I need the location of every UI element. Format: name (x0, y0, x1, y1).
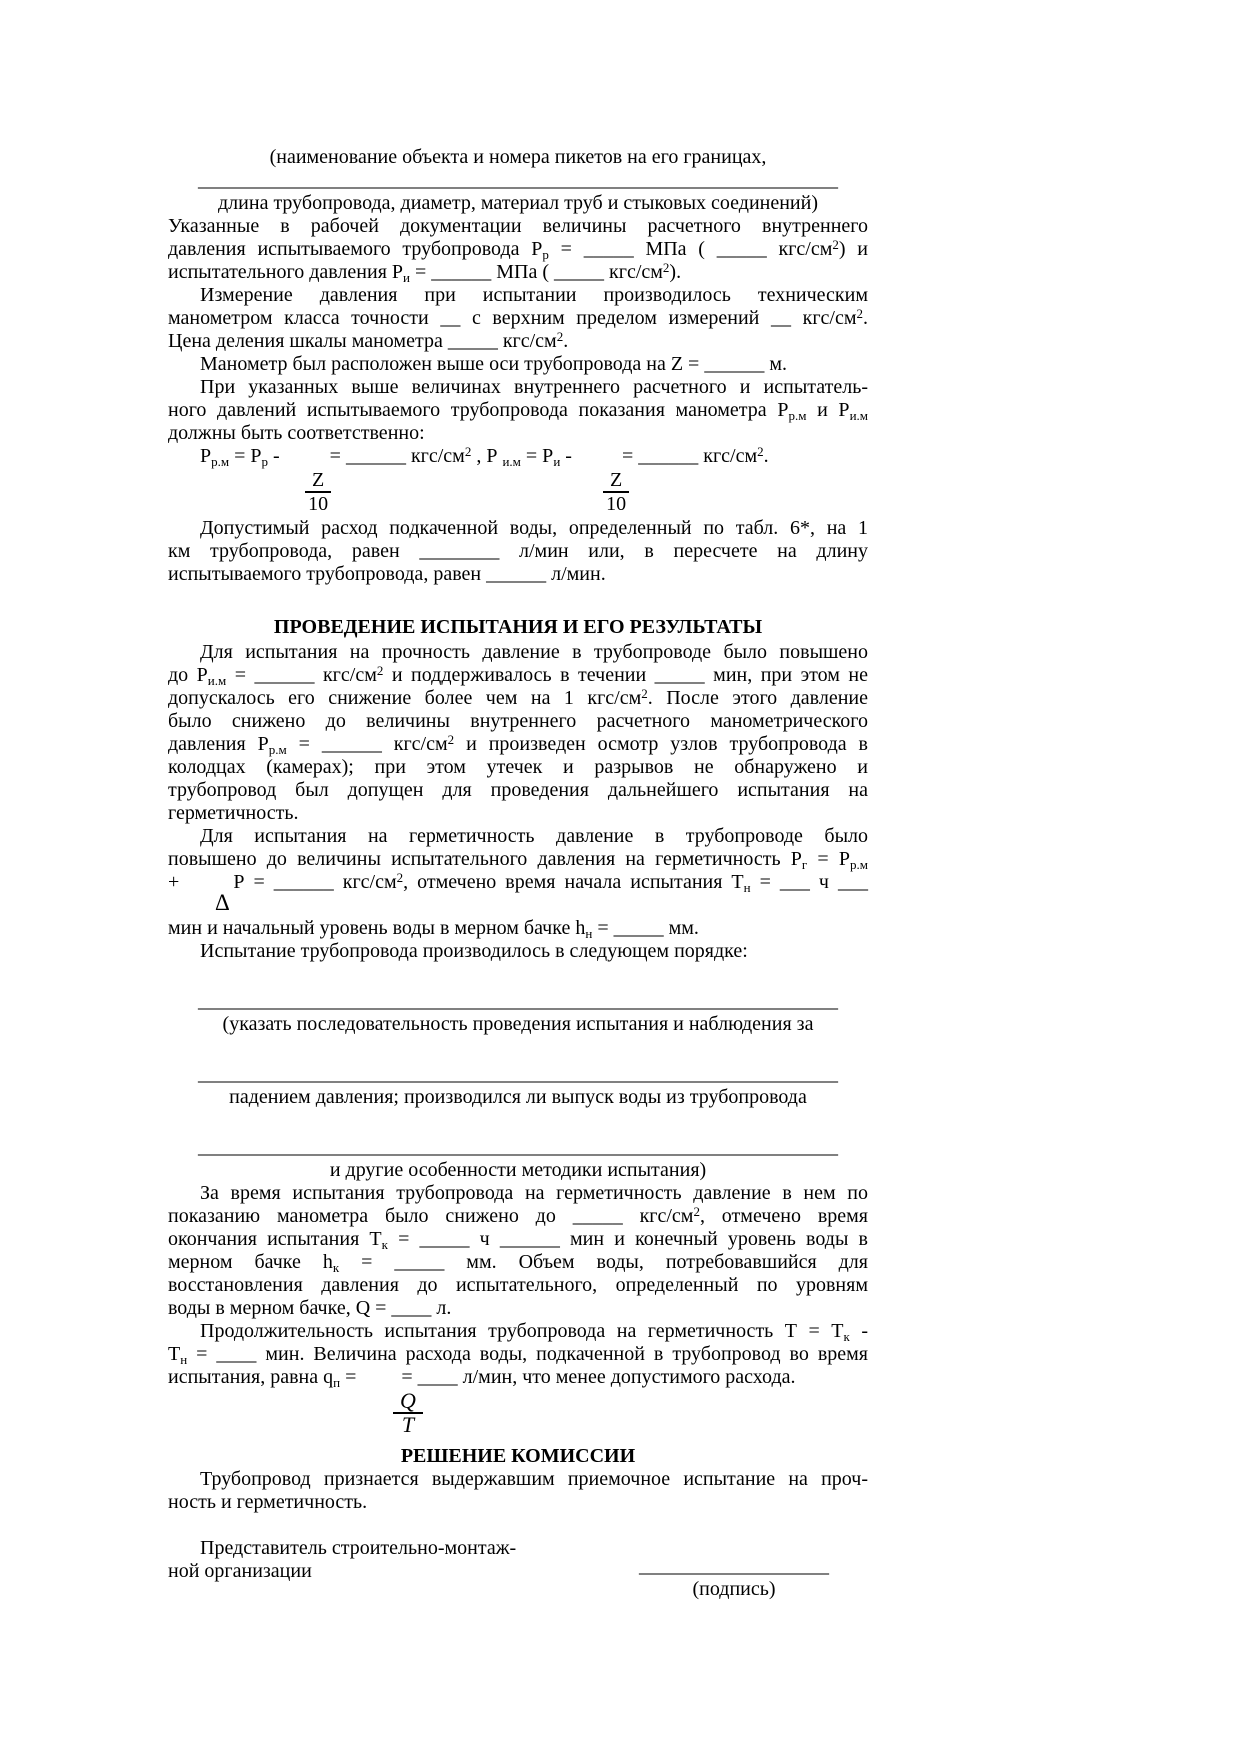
para-tightness-results-line: окончания испытания $Т_к$ = _____ ч ______ мин и конечный уровень воды в (168, 1228, 868, 1252)
fraction-numerator: Q (393, 1391, 423, 1414)
intro-caption-bottom: длина трубопровода, диаметр, материал труб и стыковых соединений) (218, 192, 818, 214)
para-strength-test-line: было снижено до величины внутреннего расчетного манометрического (168, 710, 868, 732)
fill-in-section (168, 1063, 868, 1109)
fill-in-section (168, 990, 868, 1036)
para-tightness-results-line: восстановления давления до испытательного, определенный по уровням (168, 1274, 868, 1296)
para-strength-test-line: допускалось его снижение более чем на 1 кгс/$см^2$. После этого давление (168, 686, 868, 709)
intro-caption-top: (наименование объекта и номера пикетов на его границах, (269, 146, 767, 168)
para-decision-line: Трубопровод признается выдержавшим приемочное испытание на проч- (200, 1468, 868, 1490)
para-strength-test-line: давления $Р_{р.м}$ = ______ кгс/$см^2$ и произведен осмотр узлов трубопровода в (168, 732, 869, 757)
para-duration-line: испытания, равна $q_п$ = = ____ л/мин, что менее допустимого расхода. (168, 1366, 796, 1390)
para-tightness-test-line: мин и начальный уровень воды в мерном бачке $h_н$ = _____ мм. (168, 917, 699, 941)
fill-in-caption: и другие особенности методики испытания) (329, 1159, 707, 1181)
fill-in-rule: ________________________________________________________________ (198, 990, 838, 1012)
document-content (168, 0, 868, 1627)
signature-role-line: ной организации (168, 1560, 312, 1582)
delta-symbol: Δ (215, 890, 230, 915)
fraction-z-over-10 (603, 470, 629, 514)
para-duration-line: $Т_н$ = ____ мин. Величина расхода воды, подкаченной в трубопровод во время (168, 1343, 868, 1367)
para-allowed-flow-line: Допустимый расход подкаченной воды, определенный по табл. 6*, на 1 (200, 517, 868, 539)
para-strength-test-line: герметичность. (168, 802, 299, 824)
fill-in-caption: (указать последовательность проведения испытания и наблюдения за (222, 1013, 814, 1035)
fraction-z-over-10 (305, 470, 331, 514)
para-duration-line: Продолжительность испытания трубопровода на герметичность $Т = Т_к$ - (200, 1320, 868, 1344)
para-design-pressure-line: давления испытываемого трубопровода $Р_р$ = _____ МПа ( _____ кгс/$см^2$) и (168, 237, 868, 262)
fill-in-rule: ________________________________________________________________ (198, 1136, 838, 1158)
fill-in-caption: падением давления; производился ли выпуск воды из трубопровода (229, 1086, 807, 1108)
fraction-denominator: T (401, 1412, 415, 1437)
para-readings-line: ного давлений испытываемого трубопровода показания манометра $Р_{р.м}$ и $Р_{и.м}$ (168, 399, 868, 423)
para-tightness-results-line: мерном бачке $h_к$ = _____ мм. Объем воды, потребовавшийся для (168, 1251, 868, 1275)
formula-fraction-row (168, 468, 868, 517)
fraction-denominator: 10 (308, 493, 329, 515)
fraction-q-over-t (393, 1388, 423, 1437)
para-design-pressure-line: Указанные в рабочей документации величины расчетного внутреннего (168, 215, 868, 237)
para-allowed-flow-line: км трубопровода, равен ________ л/мин или, в пересчете на длину (168, 540, 868, 562)
signature-area (638, 1555, 830, 1601)
para-design-pressure-line: испытательного давления $Р_и$ = ______ МПа ( _____ кгс/$см^2$). (168, 260, 682, 285)
delta-symbol-row (168, 890, 868, 917)
gauge-reading-formula: $Р_{р.м} = Р_р$ - = ______ кгс/$см^2$ , Р $_{и.м} = Р_и$ - = ______ кгс/$см^2$. (200, 444, 769, 469)
para-gauge-line: манометром класса точности __ с верхним пределом измерений __ кгс/$см^2$. (168, 306, 868, 329)
section-title-test-results: ПРОВЕДЕНИЕ ИСПЫТАНИЯ И ЕГО РЕЗУЛЬТАТЫ (273, 616, 763, 638)
para-tightness-test-line: Для испытания на герметичность давление в трубопроводе было (200, 825, 868, 847)
para-strength-test-line: до $Р_{и.м}$ = ______ кгс/$см^2$ и поддерживалось в течении _____ мин, при этом не (168, 663, 868, 688)
para-strength-test-line: трубопровод был допущен для проведения дальнейшего испытания на (168, 779, 868, 801)
signature-line: ___________________ (639, 1555, 829, 1577)
para-tightness-test-line: повышено до величины испытательного давления на герметичность $Р_г = Р_{р.м}$ (168, 848, 869, 872)
fraction-numerator: Z (603, 470, 629, 493)
duration-fraction-row (168, 1389, 868, 1441)
para-tightness-results-line: воды в мерном бачке, Q = ____ л. (168, 1297, 452, 1319)
para-strength-test-line: колодцах (камерах); при этом утечек и разрывов не обнаружено и (168, 756, 868, 778)
para-readings-line: должны быть соответственно: (168, 422, 425, 444)
para-readings-line: При указанных выше величинах внутреннего расчетного и испытатель- (200, 376, 868, 398)
section-title-commission-decision: РЕШЕНИЕ КОМИССИИ (400, 1445, 636, 1467)
para-strength-test-line: Для испытания на прочность давление в трубопроводе было повышено (200, 641, 868, 663)
fill-in-section (168, 1136, 868, 1182)
para-allowed-flow-line: испытываемого трубопровода, равен ______ л/мин. (168, 563, 606, 585)
fraction-denominator: 10 (606, 493, 627, 515)
para-decision-line: ность и герметичность. (168, 1491, 368, 1513)
para-tightness-results-line: показанию манометра было снижено до _____ кгс/$см^2$, отмечено время (168, 1204, 868, 1227)
fraction-numerator: Z (305, 470, 331, 493)
intro-fill-line: ________________________________________________________________ (198, 169, 838, 191)
para-tightness-test-line: + Р = ______ кгс/$см^2$, отмечено время начала испытания $Т_н$ = ___ ч ___ (168, 870, 868, 895)
para-gauge-line: Цена деления шкалы манометра _____ кгс/$см^2$. (168, 329, 569, 352)
signature-block (168, 1537, 868, 1627)
para-gauge-line: Измерение давления при испытании производилось техническим (200, 284, 868, 306)
para-tightness-results-line: За время испытания трубопровода на герметичность давление в нем по (200, 1182, 868, 1204)
signature-role-line: Представитель строительно-монтаж- (200, 1537, 517, 1559)
line-test-order: Испытание трубопровода производилось в следующем порядке: (200, 940, 748, 962)
fill-in-rule: ________________________________________________________________ (198, 1063, 838, 1085)
signature-caption: (подпись) (692, 1578, 776, 1600)
line-gauge-position: Манометр был расположен выше оси трубопровода на Z = ______ м. (200, 353, 787, 375)
